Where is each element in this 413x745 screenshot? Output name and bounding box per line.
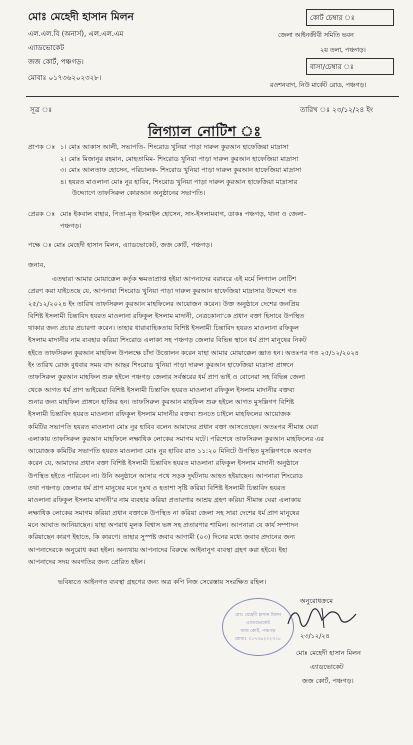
- stamp-line: জজ কোর্ট, পঞ্চগড়: [240, 629, 276, 634]
- reference-label: সূত্র ঃ: [30, 106, 52, 114]
- body-line: তাফসিরুল কুরআন মাহফিল শুরু হইলে পঞ্চগড় জেলার সর্বস্তরের ধর্ম প্রাণ ভাই ও বোনেরা সহ বিভিন্ন জেলা: [28, 373, 306, 382]
- recipients-label: প্রাপক ঃ: [28, 143, 56, 151]
- chamber-address-1: জেলা আইনজীবী সমিতি ভবন: [278, 32, 354, 39]
- header-divider: [26, 96, 399, 97]
- body-line: এলাকায় তাফসিরুল কুরআন মাহফিলে লক্ষাধিক লোকের সমাগম ঘটে। পরিশেষে তাফসিরুল কুরআন মাহফিলের এর: [28, 434, 324, 443]
- body-line: ইসলাম মাদানীর নাম ব্যবহার করিয়া শিংরোড এলাকা সহ পঞ্চগড় জেলার বিভিন্ন স্থানে ধর্ম প্রাণ মানুষের নিকট: [28, 336, 307, 345]
- salutation: জনাব,: [28, 261, 46, 269]
- signatory-name: মোঃ মেহেদী হাসান মিলন: [296, 649, 361, 657]
- body-line: থেকে আগত ধর্ম প্রাণ ভাইয়েরা বিশিষ্ট ইসলামী চিন্তাবিদ হযরত মাওলানা রফিকুল ইসলাম মাদানীর বক্তব্য: [28, 385, 295, 394]
- home-address: রওশনবাগ, নিউ মার্কেট রোড, পঞ্চগড়।: [270, 82, 367, 89]
- advocate-mobile: মোবাঃ ০১৭৩৬২০২৩২৮।: [28, 74, 102, 82]
- chamber-label: কোর্ট চেম্বার ঃ: [310, 14, 355, 22]
- handwritten-signature: [282, 604, 366, 632]
- advocate-court: জজ কোর্ট, পঞ্চগড়।: [28, 58, 84, 66]
- stamp-line: মোবাঃ ০১৭৩৬২০২৩২৮: [234, 637, 282, 642]
- body-line: করিয়াছেন কারণ ইহাতে, কি কারণে। তাহার সুস্পষ্ট জবাব আগামী (০৩) দিনের মধ্যে জবাব প্রদানের জন্য: [28, 533, 296, 542]
- body-line: এতদ্বারা আমার মোয়াক্কেল কর্তৃক ক্ষমতাপ্রাপ্ত হইয়া আপনাদের বরাবরে এই মর্মে লিগ্যাল নোটিশ: [52, 275, 297, 283]
- on-behalf: পক্ষে ঃ মোঃ মেহেদী হাসান মিলন, এ্যাডভোকেট, জজ কোর্ট, পঞ্চগড়।: [28, 241, 213, 249]
- body-line: উপস্থিত হইতে পারিবেন না। উনি অনুষ্ঠানে আসার পথে সড়ক দুর্ঘটনায় আহত হইয়াছেন। আপনারা শিংরোড: [28, 471, 303, 480]
- stamp-line: মোঃ মেহেদী হাসান মিলন: [235, 613, 281, 618]
- recipient-line: ৪। হযরত মাওলানা মোঃ নুর হাবিব, শিংরোড খুনিয়া পাড়া দারুল কুরআন হাফেজিয়া মাদ্রাসার: [60, 177, 298, 186]
- advocate-title: এ্যাডভোকেট: [28, 44, 65, 52]
- signature-date: ২৩/১২/২৪: [300, 632, 330, 640]
- advocate-name: মোঃ মেহেদী হাসান মিলন: [28, 11, 134, 23]
- signatory-court: জজ কোর্ট, পঞ্চগড়।: [302, 677, 354, 685]
- body-line: থাকার জন্য প্রচার প্রচারণা করেন। তাহার ধারাবাহিকতায় বিশিষ্ট ইসলামী চিন্তাবিদ হযরত মাওলানা রফিকুল: [28, 324, 299, 333]
- body-line: মনে আঘাত আনিয়াছেন। যাহা অপরাধ মূলক বিশ্বাস ভঙ্গ সহ প্রতারণার শামিল। আপনারা যে কার্য সম্পাদন: [28, 520, 299, 529]
- sender-details: [60, 209, 306, 232]
- body-line: ২৫/১২/২০২৪ ইং তারিখ তাফসিরুল কুরআন মাহফিলের আয়োজন করেন। উক্ত অনুষ্ঠানে দেশের জনপ্রিয়: [28, 299, 300, 308]
- body-line: বিশিষ্ট ইসলামী চিন্তাবিদ হযরত মাওলানা রফিকুল ইসলাম মাদানী, নেত্রকোনা'কে প্রধান বক্তা হিসাবে উপস্থিত: [28, 311, 305, 320]
- stamp-line: এ্যাডভোকেট: [246, 621, 270, 626]
- chamber-address-2: ২য় তলা, পঞ্চগড়।: [320, 47, 366, 54]
- home-label: বাসা/চেম্বার ঃ: [310, 63, 354, 71]
- on-request-label: অনুরোধক্রমে: [300, 597, 333, 605]
- body-line: ইং তারিখ রোজ বুধবার সময় বাদ আছর শিংরোড খুনিয়া পাড়া দারুল কুরআন হাফেজিয়া মাদ্রাসা প্রাঙ্গনে: [28, 361, 294, 370]
- sender-line-2: পঞ্চগড়।: [60, 221, 82, 230]
- body-line: হইতে তাফসিরুল কুরআন মাহফিল উপলক্ষে চাঁদা উত্তোলন করেন যাহা আমার মোয়াক্কেল জ্ঞাত হন। অতঃপর গত ২৫/১২/২০২৪: [28, 348, 360, 357]
- body-line: আপনাদেরকে অনুরোধ করা হইল। অন্যথায় আপনাদের বিরুদ্ধে আইনানুগ ব্যবস্থা গ্রহণ করা হইবে। ইহা: [28, 545, 288, 554]
- recipient-line: ৩। মোঃ আলতাফ হোসেন, পরিচালক- শিংরোড খুনিয়া পাড়া দারুল কুরআন হাফেজিয়া মাদ্রাসা: [60, 166, 302, 175]
- sender-label: প্রেরক ঃ: [28, 210, 55, 218]
- recipient-line: ১। মোঃ আকাস আলী, সভাপতি- শিংরোড খুনিয়া পাড়া দারুল কুরআন হাফেজিয়া মাদ্রাসা: [60, 143, 289, 151]
- notice-body: [28, 273, 400, 568]
- recipient-line: উদ্দ্যোগে তাফসিরুল কোরআন অনুষ্ঠানের সভাপতি।: [72, 189, 206, 198]
- sender-line-1: মোঃ ইকবাল বাহার, পিতা-মৃত ইসমাইল হোসেন, সাং-ইসলামবাগ, ডাকঃ পঞ্চগড়, থানা ও জেলা-: [60, 210, 307, 218]
- body-line: প্রেরণ করা যাইতেছে যে, আপনারা শিংরোড খুনিয়া পাড়া দারুল কুরআন হাফেজিয়া মাদ্রাসার উদ্দেশে গত: [28, 287, 297, 296]
- closing-note: ভবিষ্যতে আইনগত ব্যবস্থা গ্রহণের জন্য অত্র কপি নিজ সেরেস্তায় সংরক্ষিত রহিল।: [58, 578, 267, 586]
- body-line: আপনাদের সদয় অবগতির জন্য প্রেরিত হইল।: [28, 557, 146, 566]
- body-line: তথা পঞ্চগড় জেলার ধর্ম প্রাণ মানুষের মনে দুঃখ ও হতাশা সৃষ্টি করিয়া বিশিষ্ট ইসলামী চিন্তাবিদ হযরত: [28, 484, 286, 493]
- body-line: শুনার জন্য মাহফিল প্রাঙ্গনে হাজির হন। তাফসিরুল কুরআন মাহফিল শুরু হইলে আগত মুসল্লিগণ বিশিষ্ট: [28, 397, 295, 406]
- body-line: লক্ষাধিক লোকের সমাগম করিয়া প্রধান বক্তাকে উপস্থিত না করিয়া জেলা সহ সারা দেশের ধর্ম প্রাণ মানুষের: [28, 508, 300, 517]
- body-line: মাওলানা রফিকুল ইসলাম মাদানী'র নাম ব্যবহার করিয়া প্রতারণার আশ্রয় গ্রহণ করিয়া সীমান্ত ঘেরা এলাকায়: [28, 496, 301, 505]
- body-line: আয়োজক কমিটির সভাপতি হযরত মাওলানা মোঃ নুর হাবিব রাত ১১:২০ মিনিটে উপস্থিত মুসল্লিগণকে অবগত: [28, 447, 312, 456]
- body-line: করেন যে, আমাদের প্রধান বক্তা বিশিষ্ট ইসলামী চিন্তাবিদ হযরত মাওলানা রফিকুল ইসলাম মাদানী অনুষ্ঠানে: [28, 459, 299, 468]
- advocate-degree: এল.এল.বি (অনার্স), এল.এল.এম: [28, 30, 124, 38]
- recipient-line: ২। মোঃ মিজানুর রহমান, মোহতামিম- শিংরোড খুনিয়া পাড়া দারুল কুরআন হাফেজিয়া মাদ্রাসা: [60, 154, 299, 163]
- signatory-title: এ্যাডভোকেট: [310, 663, 344, 671]
- notice-title: লিগ্যাল নোটিশ ঃ: [148, 124, 262, 140]
- body-line: কমিটির সভাপতি হযরত মাওলানা মোঃ নুর হাবিব বলেন আমাদের প্রধান বক্তা আসতেছেন। অতঃপর সীমান্ত ঘেরা: [28, 422, 319, 431]
- recipients-list: [60, 142, 400, 200]
- notice-date: তারিখ ঃ ২৩/১২/২৪ ইং: [300, 106, 374, 114]
- body-line: ইসলামী চিন্তাবিদ হযরত মাওলানা রফিকুল ইসলাম মাদানীর বক্তব্য শুনতে চাইলে মাহফিলের আয়োজক: [28, 410, 291, 419]
